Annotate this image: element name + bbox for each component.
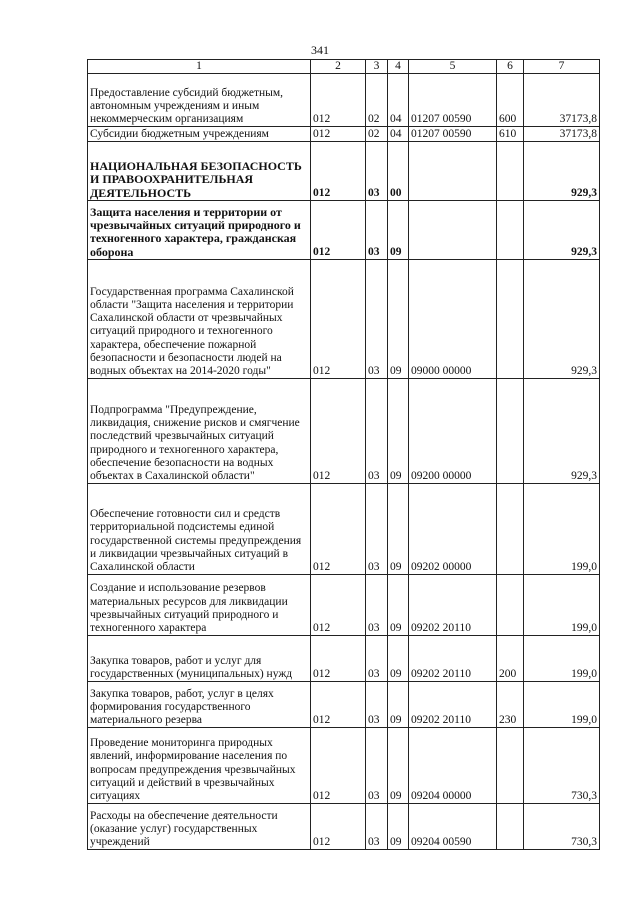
- cell-type: 200: [497, 636, 524, 682]
- cell-target: 09202 20110: [409, 636, 497, 682]
- cell-section: 03: [366, 575, 388, 636]
- cell-target: 09200 00000: [409, 379, 497, 484]
- cell-type: [497, 379, 524, 484]
- cell-code: 012: [311, 728, 366, 804]
- cell-code: 012: [311, 484, 366, 575]
- cell-code: 012: [311, 379, 366, 484]
- row-name: Обеспечение готовности сил и средств территориальной подсистемы единой государственной системы предупреждения и ликвидации чрезвычайных ситуаций в Сахалинской области: [88, 484, 311, 575]
- cell-code: 012: [311, 636, 366, 682]
- cell-code: 012: [311, 74, 366, 127]
- cell-amount: 199,0: [524, 682, 600, 728]
- row-name: Субсидии бюджетным учреждениям: [88, 127, 311, 142]
- cell-target: 09202 00000: [409, 484, 497, 575]
- table-row: [88, 379, 600, 484]
- page-number: 341: [311, 43, 329, 57]
- row-name: НАЦИОНАЛЬНАЯ БЕЗОПАСНОСТЬ И ПРАВООХРАНИТЕЛЬНАЯ ДЕЯТЕЛЬНОСТЬ: [88, 142, 311, 201]
- row-name: Закупка товаров, работ и услуг для государственных (муниципальных) нужд: [88, 636, 311, 682]
- row-name: Закупка товаров, работ, услуг в целях формирования государственного материального резерва: [88, 682, 311, 728]
- cell-type: [497, 260, 524, 379]
- cell-type: 610: [497, 127, 524, 142]
- cell-code: 012: [311, 201, 366, 260]
- column-header: 1: [88, 60, 311, 74]
- cell-type: [497, 804, 524, 850]
- table-row: [88, 260, 600, 379]
- cell-amount: 929,3: [524, 201, 600, 260]
- cell-subsection: 09: [388, 575, 409, 636]
- cell-subsection: 09: [388, 484, 409, 575]
- cell-subsection: 09: [388, 728, 409, 804]
- cell-amount: 37173,8: [524, 127, 600, 142]
- column-header: 2: [311, 60, 366, 74]
- table-row: [88, 804, 600, 850]
- cell-type: 600: [497, 74, 524, 127]
- cell-amount: 199,0: [524, 484, 600, 575]
- cell-section: 03: [366, 142, 388, 201]
- cell-subsection: 09: [388, 682, 409, 728]
- cell-target: 09202 20110: [409, 575, 497, 636]
- cell-code: 012: [311, 575, 366, 636]
- table-row: [88, 74, 600, 127]
- column-header: 3: [366, 60, 388, 74]
- cell-section: 03: [366, 379, 388, 484]
- table-row: [88, 575, 600, 636]
- cell-amount: 929,3: [524, 142, 600, 201]
- cell-subsection: 09: [388, 804, 409, 850]
- cell-subsection: 09: [388, 260, 409, 379]
- cell-section: 03: [366, 636, 388, 682]
- table-row: [88, 636, 600, 682]
- cell-type: [497, 484, 524, 575]
- cell-type: [497, 142, 524, 201]
- cell-amount: 730,3: [524, 728, 600, 804]
- cell-section: 03: [366, 484, 388, 575]
- cell-amount: 929,3: [524, 260, 600, 379]
- cell-amount: 199,0: [524, 636, 600, 682]
- cell-target: 09204 00000: [409, 728, 497, 804]
- header-row: [88, 60, 600, 74]
- column-header: 5: [409, 60, 497, 74]
- cell-target: 01207 00590: [409, 127, 497, 142]
- cell-target: 09202 20110: [409, 682, 497, 728]
- column-header: 4: [388, 60, 409, 74]
- cell-section: 03: [366, 682, 388, 728]
- column-header: 6: [497, 60, 524, 74]
- cell-code: 012: [311, 804, 366, 850]
- cell-subsection: 04: [388, 74, 409, 127]
- budget-table: [87, 59, 600, 850]
- row-name: Подпрограмма "Предупреждение, ликвидация, снижение рисков и смягчение последствий чрезвычайных ситуаций природного и техногенного характера, обеспечение безопасности на водных объектах в Сахалинской области": [88, 379, 311, 484]
- cell-type: [497, 575, 524, 636]
- table-row: [88, 142, 600, 201]
- table-row: [88, 201, 600, 260]
- cell-section: 03: [366, 728, 388, 804]
- table-row: [88, 127, 600, 142]
- row-name: Предоставление субсидий бюджетным, автономным учреждениям и иным некоммерческим организациям: [88, 74, 311, 127]
- cell-subsection: 09: [388, 379, 409, 484]
- cell-subsection: 00: [388, 142, 409, 201]
- cell-type: [497, 728, 524, 804]
- cell-target: [409, 142, 497, 201]
- table-row: [88, 728, 600, 804]
- row-name: Проведение мониторинга природных явлений, информирование населения по вопросам предупреждения чрезвычайных ситуаций и действий в чрезвычайных ситуациях: [88, 728, 311, 804]
- cell-target: 09000 00000: [409, 260, 497, 379]
- cell-subsection: 04: [388, 127, 409, 142]
- cell-target: 01207 00590: [409, 74, 497, 127]
- table-row: [88, 682, 600, 728]
- cell-section: 03: [366, 201, 388, 260]
- cell-code: 012: [311, 260, 366, 379]
- cell-section: 02: [366, 74, 388, 127]
- row-name: Государственная программа Сахалинской области "Защита населения и территории Сахалинской области от чрезвычайных ситуаций природного и техногенного характера, обеспечение пожарной безопасности и безопасности людей на водных объектах на 2014-2020 годы": [88, 260, 311, 379]
- cell-target: 09204 00590: [409, 804, 497, 850]
- cell-subsection: 09: [388, 636, 409, 682]
- cell-amount: 929,3: [524, 379, 600, 484]
- cell-code: 012: [311, 127, 366, 142]
- cell-section: 03: [366, 260, 388, 379]
- cell-code: 012: [311, 682, 366, 728]
- cell-section: 02: [366, 127, 388, 142]
- cell-subsection: 09: [388, 201, 409, 260]
- cell-type: [497, 201, 524, 260]
- cell-target: [409, 201, 497, 260]
- cell-section: 03: [366, 804, 388, 850]
- column-header: 7: [524, 60, 600, 74]
- table-row: [88, 484, 600, 575]
- row-name: Расходы на обеспечение деятельности (оказание услуг) государственных учреждений: [88, 804, 311, 850]
- cell-type: 230: [497, 682, 524, 728]
- cell-code: 012: [311, 142, 366, 201]
- cell-amount: 199,0: [524, 575, 600, 636]
- row-name: Создание и использование резервов материальных ресурсов для ликвидации чрезвычайных ситуаций природного и техногенного характера: [88, 575, 311, 636]
- row-name: Защита населения и территории от чрезвычайных ситуаций природного и техногенного характера, гражданская оборона: [88, 201, 311, 260]
- cell-amount: 730,3: [524, 804, 600, 850]
- cell-amount: 37173,8: [524, 74, 600, 127]
